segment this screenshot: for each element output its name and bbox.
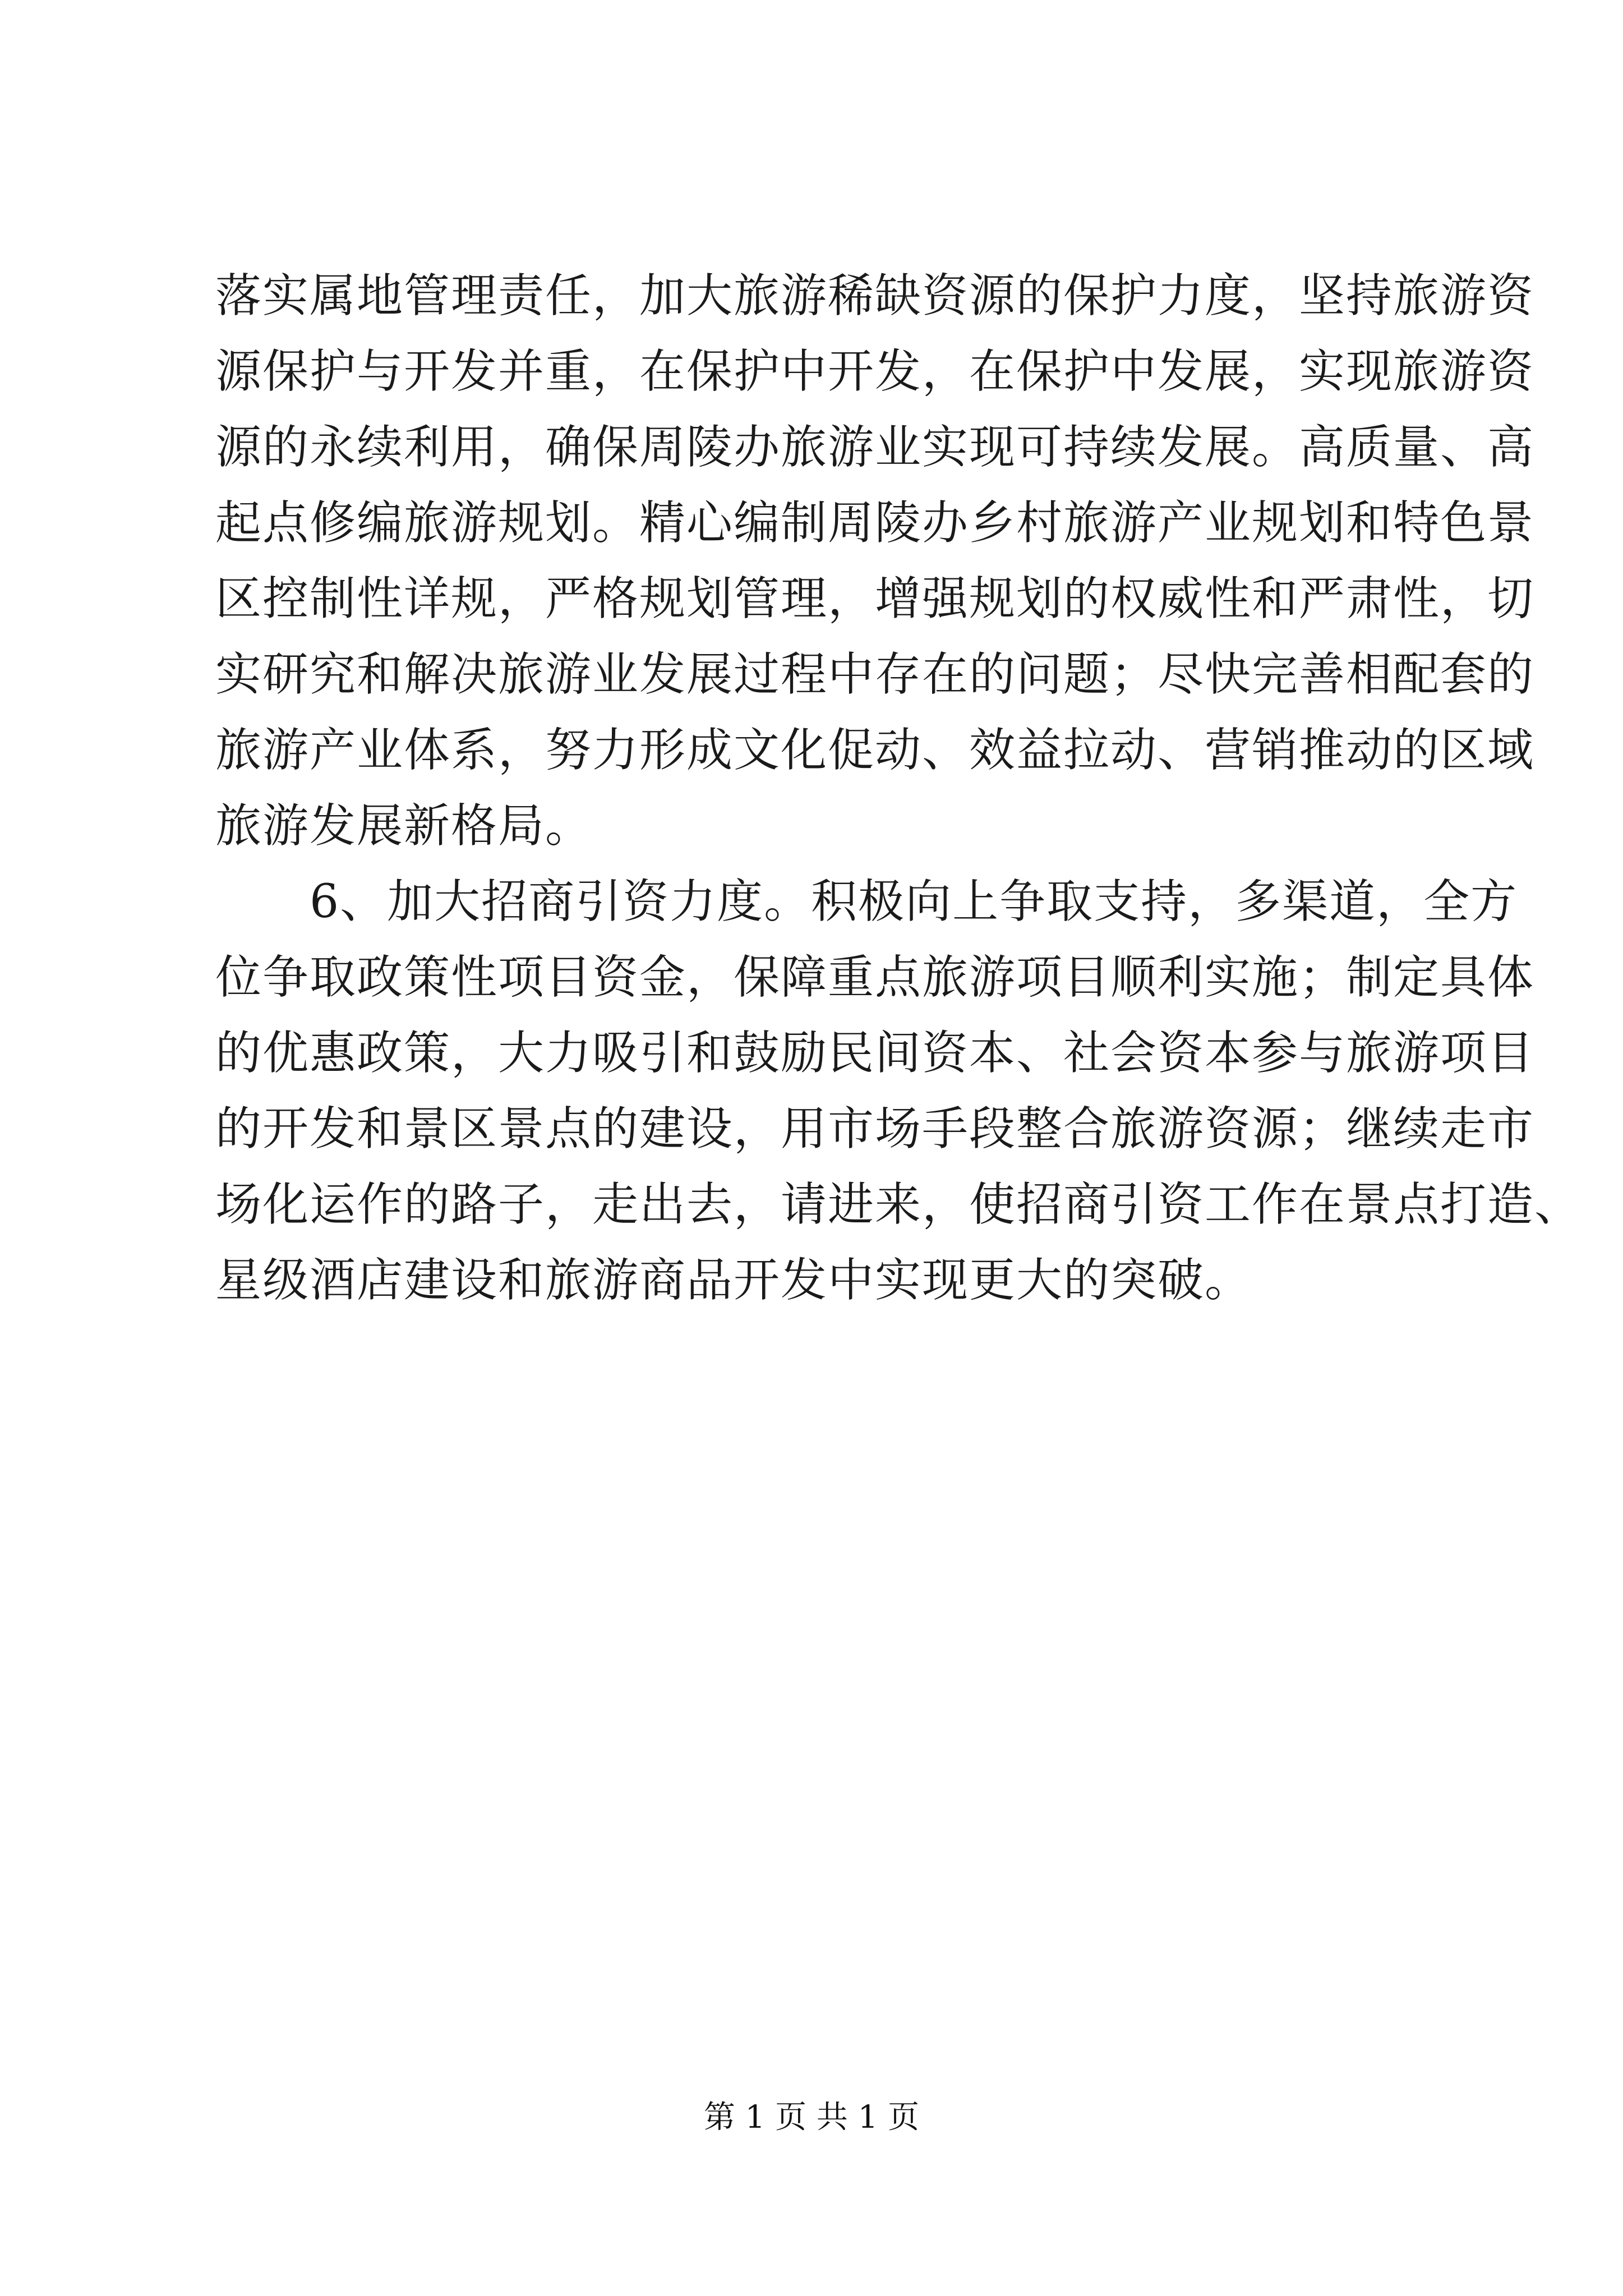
- paragraph-line: 的优惠政策，大力吸引和鼓励民间资本、社会资本参与旅游项目: [215, 1027, 1535, 1080]
- paragraph-line: 源保护与开发并重，在保护中开发，在保护中发展，实现旅游资: [215, 345, 1535, 398]
- paragraph-2: [215, 864, 1582, 1318]
- paragraph-line: 位争取政策性项目资金，保障重点旅游项目顺利实施；制定具体: [215, 951, 1535, 1004]
- paragraph-line: 实研究和解决旅游业发展过程中存在的问题；尽快完善相配套的: [215, 648, 1535, 701]
- paragraph-line: 落实属地管理责任，加大旅游稀缺资源的保护力度，坚持旅游资: [215, 269, 1535, 323]
- paragraph-line: 旅游发展新格局。: [215, 799, 593, 853]
- paragraph-line: 场化运作的路子，走出去，请进来，使招商引资工作在景点打造、: [215, 1178, 1582, 1231]
- paragraph-line: 的开发和景区景点的建设，用市场手段整合旅游资源；继续走市: [215, 1102, 1535, 1156]
- paragraph-line: 区控制性详规，严格规划管理，增强规划的权威性和严肃性，切: [215, 572, 1535, 625]
- paragraph-line: 星级酒店建设和旅游商品开发中实现更大的突破。: [215, 1254, 1252, 1307]
- page-number-footer: 第 1 页 共 1 页: [703, 2099, 920, 2136]
- paragraph-1: [215, 258, 1535, 864]
- paragraph-line: 起点修编旅游规划。精心编制周陵办乡村旅游产业规划和特色景: [215, 496, 1535, 550]
- paragraph-line: 6、加大招商引资力度。积极向上争取支持，多渠道，全方: [310, 875, 1518, 928]
- document-body: [215, 258, 1582, 1318]
- paragraph-line: 源的永续利用，确保周陵办旅游业实现可持续发展。高质量、高: [215, 421, 1535, 474]
- paragraph-line: 旅游产业体系，努力形成文化促动、效益拉动、营销推动的区域: [215, 724, 1535, 777]
